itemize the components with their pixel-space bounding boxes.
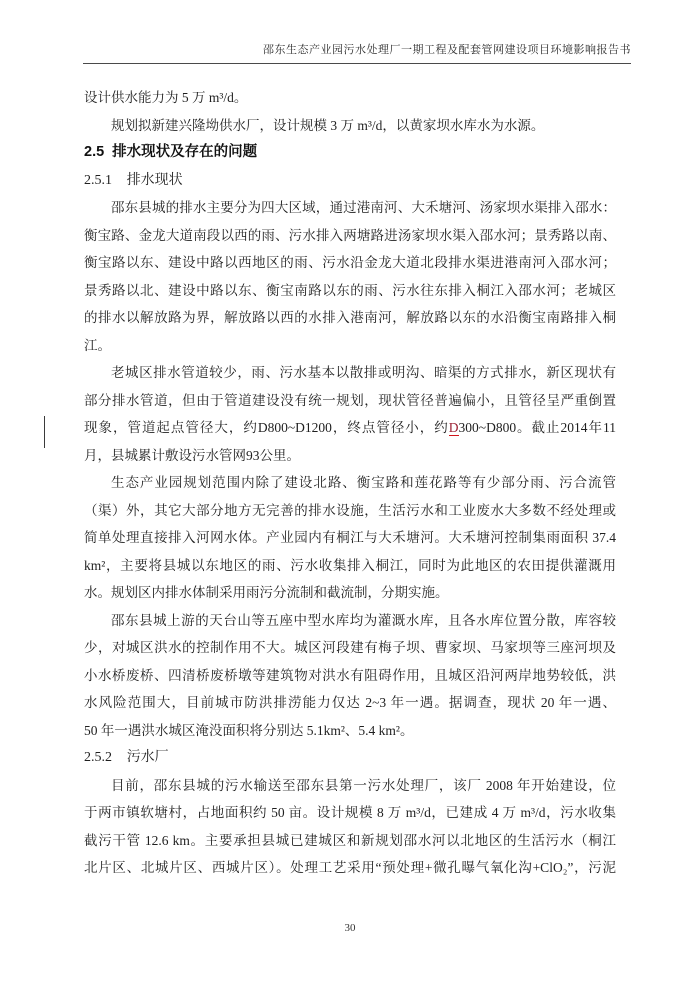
- text-segment: 300~D800。截止2014年11: [458, 420, 616, 435]
- text-line: 的排水以解放路为界，解放路以西的水排入港南河，解放路以东的水沿衡宝南路排入桐: [84, 310, 616, 325]
- text-line: 截污干管 12.6 km。主要承担县城已建城区和新规划邵水河以北地区的生活污水（桐江: [84, 832, 616, 848]
- text-line: （渠）外，其它大部分地方无完善的排水设施，生活污水和工业废水大多数不经处理或: [84, 502, 616, 518]
- text-line: 设计供水能力为 5 万 m³/d。: [84, 90, 248, 105]
- text-line: 部分排水管道，但由于管道建设没有统一规划，现状管径普遍偏小，且管径呈严重倒置: [84, 392, 616, 408]
- text-line: 小水桥废桥、四清桥废桥墩等建筑物对洪水有阻碍作用，且城区沿河两岸地势较低，洪: [84, 667, 616, 683]
- text-line: 景秀路以北、建设中路以东、衡宝南路以东的雨、污水往东排入桐江入邵水河；老城区: [84, 282, 616, 298]
- text-line: km²，主要将县城以东地区的雨、污水收集排入桐江，同时为此地区的农田提供灌溉用: [84, 557, 616, 573]
- text-line: 衡宝路以东、建设中路以西地区的雨、污水沿金龙大道北段排水渠进港南河入邵水河；: [84, 255, 616, 270]
- heading-number: 2.5: [84, 144, 105, 160]
- text-line: 目前，邵东县城的污水输送至邵东县第一污水处理厂，该厂 2008 年开始建设，位: [111, 777, 616, 793]
- revision-change-bar: [44, 416, 45, 448]
- page-header: [83, 42, 631, 64]
- text-line: 于两市镇软塘村，占地面积约 50 亩。设计规模 8 万 m³/d，已建成 4 万 m³/d，污水收集: [84, 805, 616, 820]
- text-line: 水风险范围大，目前城市防洪排涝能力仅达 2~3 年一遇。据调查，现状 20 年一遇、: [84, 695, 616, 710]
- document-body: [84, 84, 616, 882]
- text-line: 月，县城累计敷设污水管网93公里。: [84, 447, 300, 463]
- text-line: 老城区排水管道较少，雨、污水基本以散排或明沟、暗渠的方式排水，新区现状有: [111, 365, 616, 380]
- text-line: 简单处理直接排入河网水体。产业园内有桐江与大禾塘河。大禾塘河控制集雨面积 37.4: [84, 530, 616, 545]
- text-line: 生态产业园规划范围内除了建设北路、衡宝路和莲花路等有少部分雨、污合流管: [111, 475, 616, 490]
- heading-number: 2.5.1: [84, 172, 112, 188]
- heading-number: 2.5.2: [84, 750, 112, 765]
- text-line: 水。规划区内排水体制采用雨污分流制和截流制，分期实施。: [84, 585, 449, 600]
- heading-title: 排水现状及存在的问题: [112, 144, 258, 160]
- text-segment: 现象，管道起点管径大，约D800~D1200，终点管径小，约: [84, 420, 449, 435]
- inserted-text: D: [448, 420, 459, 435]
- text-line: 规划拟新建兴隆坳供水厂，设计规模 3 万 m³/d，以黄家坝水库水为水源。: [111, 117, 545, 133]
- heading-2-5-1: [84, 167, 616, 195]
- text-line: 北片区、北城片区、西城片区）。处理工艺采用“预处理+微孔曝气氧化沟+ClO₂”，污泥: [84, 860, 616, 875]
- header-title: 邵东生态产业园污水处理厂一期工程及配套管网建设项目环境影响报告书: [263, 44, 631, 56]
- text-line: 江。: [84, 337, 111, 353]
- text-line: 邵东县城上游的天台山等五座中型水库均为灌溉水库，且各水库位置分散，库容较: [111, 612, 616, 628]
- text-line: 50 年一遇洪水城区淹没面积将分别达 5.1km²、5.4 km²。: [84, 722, 414, 738]
- heading-2-5: [84, 139, 616, 167]
- heading-2-5-2: [84, 744, 616, 772]
- text-line: 衡宝路、金龙大道南段以西的雨、污水排入两塘路进汤家坝水渠入邵水河；景秀路以南、: [84, 227, 616, 243]
- heading-title: 污水厂: [126, 750, 169, 765]
- text-line: 邵东县城的排水主要分为四大区域，通过港南河、大禾塘河、汤家坝水渠排入邵水：: [111, 200, 616, 215]
- page-number: 30: [344, 922, 356, 934]
- heading-title: 排水现状: [126, 172, 183, 188]
- text-line: 少，对城区洪水的控制作用不大。城区河段建有梅子坝、曹家坝、马家坝等三座河坝及: [84, 640, 616, 655]
- text-line-with-insertion: [84, 414, 616, 442]
